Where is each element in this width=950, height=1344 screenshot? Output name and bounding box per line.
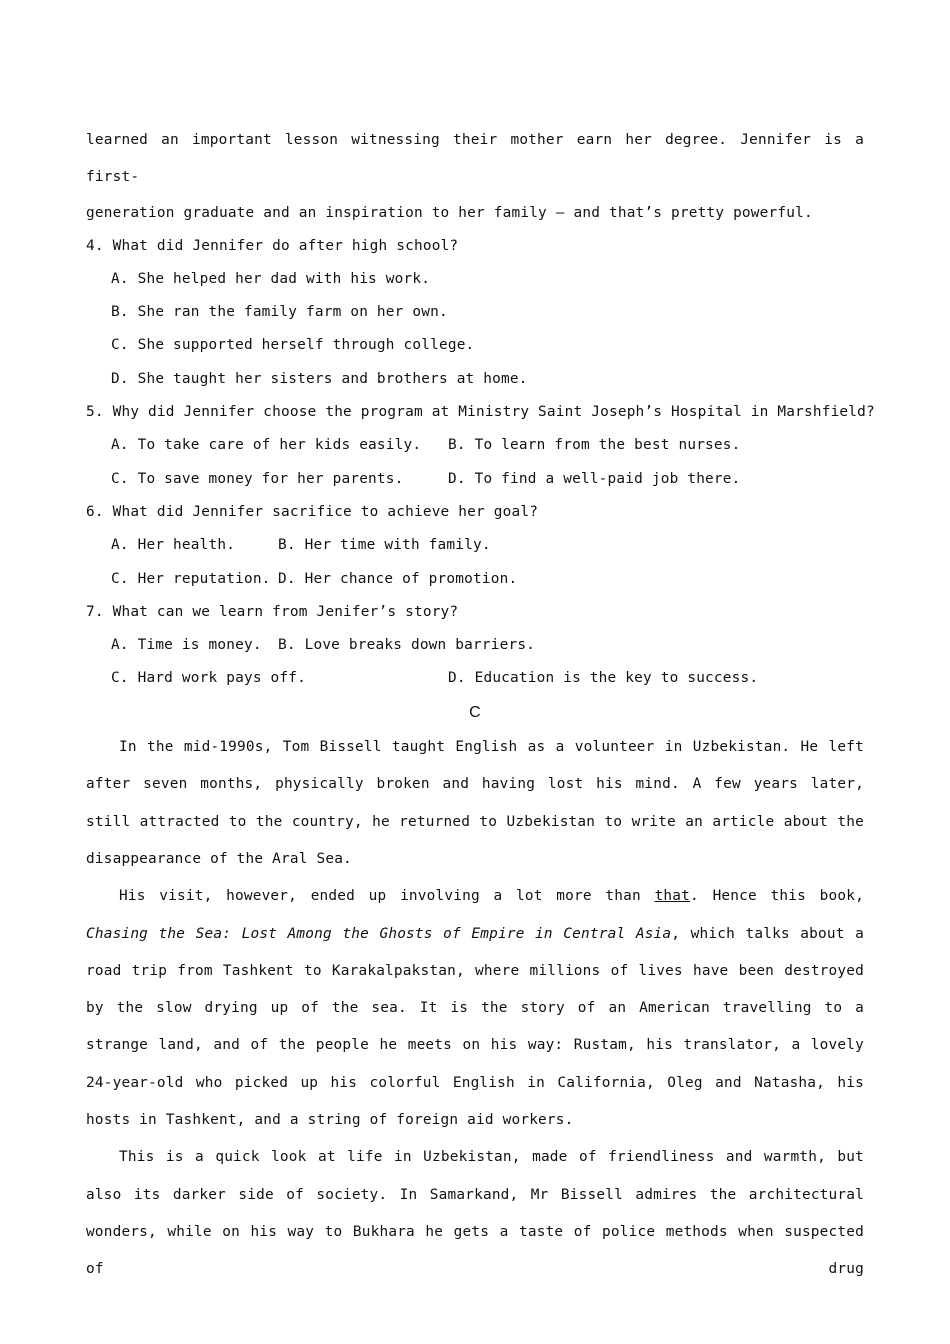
para2-text: . Hence this book, bbox=[690, 888, 864, 905]
passage-c-paragraph-2 bbox=[86, 878, 864, 1139]
question-6-option-c: C. Her reputation. bbox=[111, 570, 271, 587]
para2-text: His visit, however, ended up involving a lot more than bbox=[119, 888, 655, 905]
question-5-option-d: D. To find a well-paid job there. bbox=[448, 470, 741, 487]
question-7-options-row bbox=[86, 629, 864, 662]
question-4-option-a: A. She helped her dad with his work. bbox=[111, 270, 431, 287]
question-6-options-row bbox=[86, 563, 864, 596]
passage-b-line: generation graduate and an inspiration to her family — and that’s pretty powerful. bbox=[86, 204, 813, 221]
question-4-option-d: D. She taught her sisters and brothers at home. bbox=[111, 370, 528, 387]
question-4-stem: 4. What did Jennifer do after high school? bbox=[86, 237, 459, 254]
passage-c-paragraph-3: This is a quick look at life in Uzbekistan, made of friendliness and warmth, but also its darker side of society. In Samarkand, Mr Bissell admires the architectural wonders, while on his way to Bukhara he gets a taste of police methods when suspected of drug bbox=[86, 1149, 864, 1278]
passage-b-line: learned an important lesson witnessing their mother earn her degree. Jennifer is a first- bbox=[86, 132, 864, 186]
question-5-options-row bbox=[86, 463, 864, 496]
para2-text: , which talks about a road trip from Tashkent to Karakalpakstan, where millions of lives have been destroyed by the slow drying up of the sea. It is the story of an American travelling to a strange land, and of the people he meets on his way: Rustam, his translator, a lovely 24-year-old who picked up his colorful English in California, Oleg and Natasha, his hosts in Tashkent, and a string of foreign aid workers. bbox=[86, 925, 864, 1129]
question-7-stem: 7. What can we learn from Jenifer’s story? bbox=[86, 603, 459, 620]
question-5-stem: 5. Why did Jennifer choose the program at Ministry Saint Joseph’s Hospital in Marshfield? bbox=[86, 404, 875, 421]
question-4-option-b: B. She ran the family farm on her own. bbox=[111, 304, 448, 321]
question-6-options-row bbox=[86, 529, 864, 562]
document-page bbox=[86, 122, 875, 1289]
question-5-option-c: C. To save money for her parents. bbox=[111, 470, 404, 487]
question-5-options-row bbox=[86, 429, 864, 462]
question-7-options-row bbox=[86, 662, 864, 695]
question-7-option-a: A. Time is money. bbox=[111, 637, 262, 654]
question-7-option-d: D. Education is the key to success. bbox=[448, 670, 759, 687]
question-6-option-a: A. Her health. bbox=[111, 537, 236, 554]
question-7-option-c: C. Hard work pays off. bbox=[111, 670, 307, 687]
question-7-option-b: B. Love breaks down barriers. bbox=[278, 637, 536, 654]
question-4-option-c: C. She supported herself through college. bbox=[111, 337, 475, 354]
section-heading: C bbox=[469, 703, 481, 721]
question-5-option-a: A. To take care of her kids easily. bbox=[111, 437, 422, 454]
passage-c-paragraph-1: In the mid-1990s, Tom Bissell taught English as a volunteer in Uzbekistan. He left after seven months, physically broken and having lost his mind. A few years later, still attracted to the country, he returned to Uzbekistan to write an article about the disappearance of the Aral Sea. bbox=[86, 739, 864, 867]
question-6-option-b: B. Her time with family. bbox=[278, 537, 491, 554]
question-6-option-d: D. Her chance of promotion. bbox=[278, 570, 518, 587]
question-6-stem: 6. What did Jennifer sacrifice to achieve her goal? bbox=[86, 503, 539, 520]
book-title: Chasing the Sea: Lost Among the Ghosts of Empire in Central Asia bbox=[86, 925, 672, 942]
question-5-option-b: B. To learn from the best nurses. bbox=[448, 437, 741, 454]
underlined-word: that bbox=[654, 888, 691, 905]
